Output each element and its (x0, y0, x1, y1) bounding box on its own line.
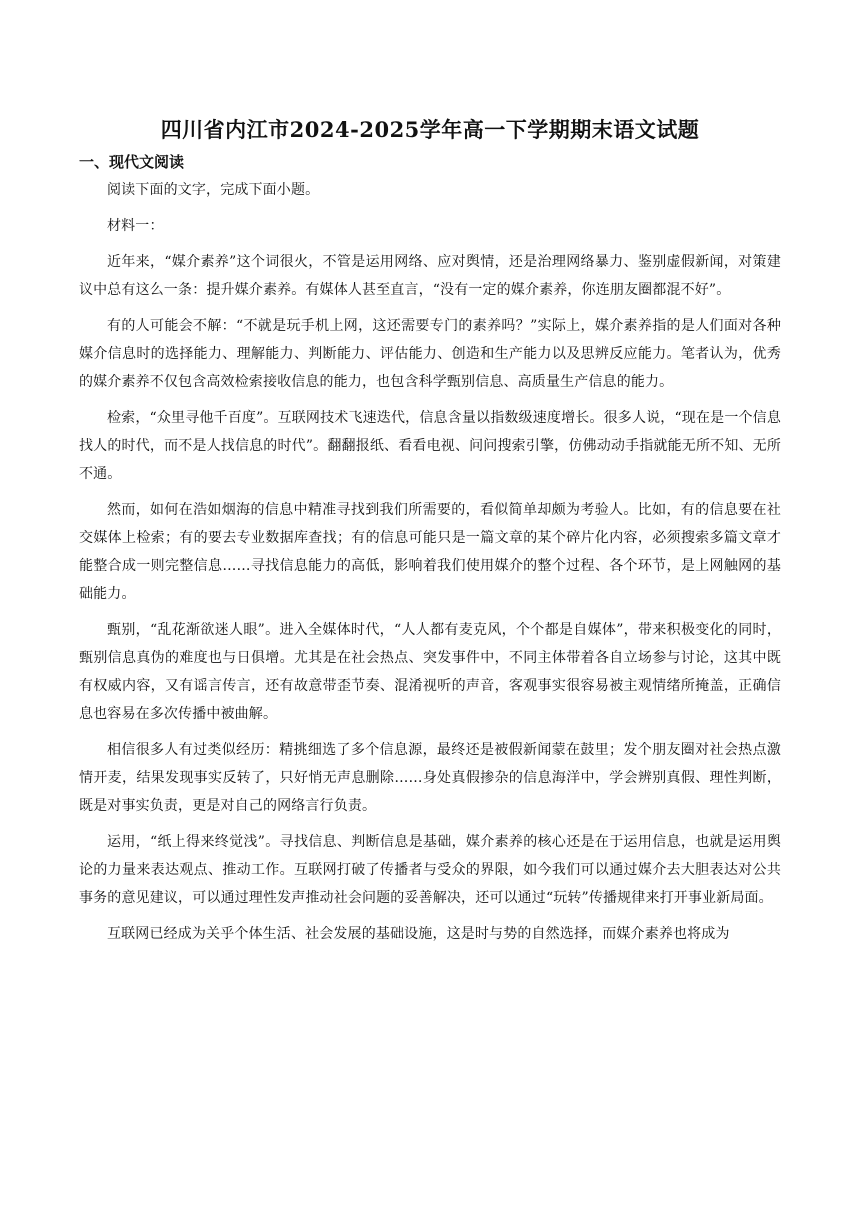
section-heading: 一、现代文阅读 (79, 153, 185, 171)
paragraph: 近年来，“媒介素养”这个词很火，不管是运用网络、应对舆情，还是治理网络暴力、鉴别虚假新闻，对策建议中总有这么一条：提升媒介素养。有媒体人甚至直言，“没有一定的媒介素养，你连朋友圈都混不好”。 (79, 254, 781, 298)
document-title: 四川省内江市2024-2025学年高一下学期期末语文试题 (160, 117, 700, 142)
paragraph: 检索，“众里寻他千百度”。互联网技术飞速迭代，信息含量以指数级速度增长。很多人说，“现在是一个信息找人的时代，而不是人找信息的时代”。翻翻报纸、看看电视、问问搜索引擎，仿佛动动手指就能无所不知、无所不通。 (79, 410, 781, 482)
paragraph: 甄别，“乱花渐欲迷人眼”。进入全媒体时代，“人人都有麦克风，个个都是自媒体”，带来积极变化的同时，甄别信息真伪的难度也与日俱增。尤其是在社会热点、突发事件中，不同主体带着各自立场参与讨论，这其中既有权威内容，又有谣言传言，还有故意带歪节奏、混淆视听的声音，客观事实很容易被主观情绪所掩盖，正确信息也容易在多次传播中被曲解。 (79, 622, 781, 722)
reading-instruction: 阅读下面的文字，完成下面小题。 (107, 182, 320, 198)
paragraph: 相信很多人有过类似经历：精挑细选了多个信息源，最终还是被假新闻蒙在鼓里；发个朋友圈对社会热点激情开麦，结果发现事实反转了，只好悄无声息删除……身处真假掺杂的信息海洋中，学会辨别真假、理性判断，既是对事实负责，更是对自己的网络言行负责。 (79, 742, 781, 814)
paragraph: 然而，如何在浩如烟海的信息中精准寻找到我们所需要的，看似简单却颇为考验人。比如，有的信息要在社交媒体上检索；有的要去专业数据库查找；有的信息可能只是一篇文章的某个碎片化内容，必须搜索多篇文章才能整合成一则完整信息……寻找信息能力的高低，影响着我们使用媒介的整个过程、各个环节，是上网触网的基础能力。 (79, 502, 781, 602)
paragraph: 运用，“纸上得来终觉浅”。寻找信息、判断信息是基础，媒介素养的核心还是在于运用信息，也就是运用舆论的力量来表达观点、推动工作。互联网打破了传播者与受众的界限，如今我们可以通过媒介去大胆表达对公共事务的意见建议，可以通过理性发声推动社会问题的妥善解决，还可以通过“玩转”传播规律来打开事业新局面。 (79, 834, 781, 906)
paragraph: 互联网已经成为关乎个体生活、社会发展的基础设施，这是时与势的自然选择，而媒介素养也将成为 (107, 926, 730, 942)
paragraph: 有的人可能会不解：“不就是玩手机上网，这还需要专门的素养吗？”实际上，媒介素养指的是人们面对各种媒介信息时的选择能力、理解能力、判断能力、评估能力、创造和生产能力以及思辨反应能力。笔者认为，优秀的媒介素养不仅包含高效检索接收信息的能力，也包含科学甄别信息、高质量生产信息的能力。 (79, 318, 781, 390)
material-label: 材料一： (107, 218, 164, 234)
document-body (79, 176, 781, 948)
